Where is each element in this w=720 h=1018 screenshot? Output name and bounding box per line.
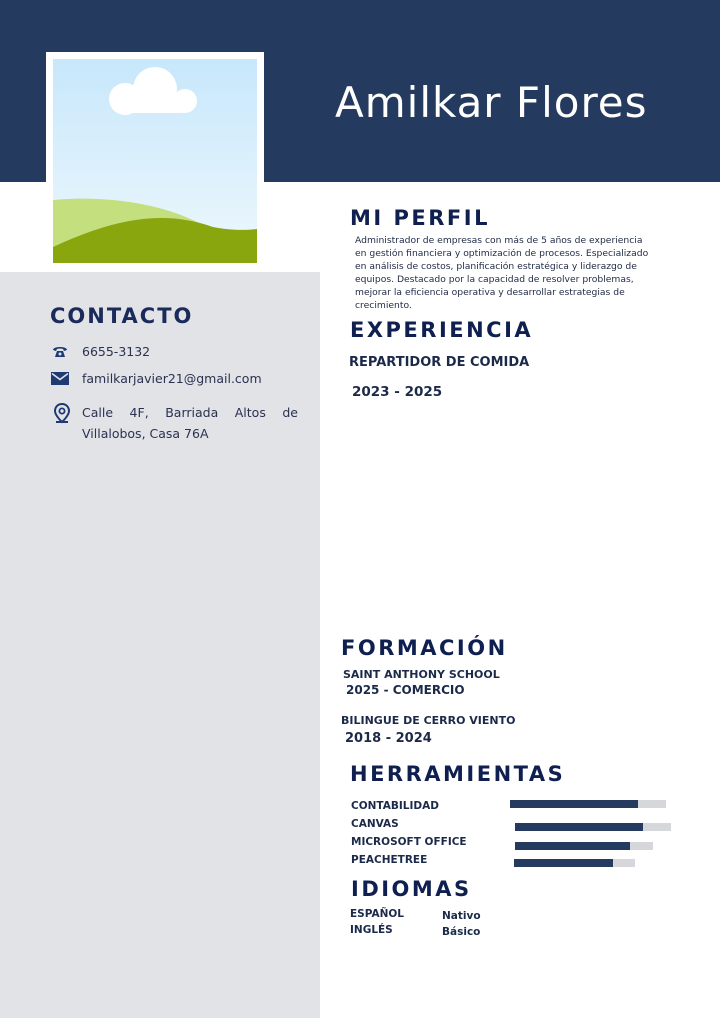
phone-text: 6655-3132 <box>82 344 151 359</box>
landscape-placeholder-icon <box>53 59 257 263</box>
education-detail: 2025 - COMERCIO <box>346 683 465 697</box>
candidate-name: Amilkar Flores <box>335 78 648 127</box>
email-text: familkarjavier21@gmail.com <box>82 371 262 386</box>
skill-bar-track <box>510 800 666 808</box>
skill-bar-fill <box>515 842 630 850</box>
skill-bar-fill <box>515 823 643 831</box>
language-level: Nativo <box>442 910 481 922</box>
location-pin-icon <box>52 403 72 423</box>
tools-heading: HERRAMIENTAS <box>350 762 566 786</box>
contact-heading: CONTACTO <box>50 304 194 328</box>
experience-title: REPARTIDOR DE COMIDA <box>349 355 530 370</box>
skill-name: MICROSOFT OFFICE <box>351 836 467 848</box>
profile-photo <box>46 52 264 270</box>
education-heading: FORMACIÓN <box>341 636 508 660</box>
phone-icon <box>50 342 70 362</box>
language-name: ESPAÑOL <box>350 908 404 920</box>
skill-name: CANVAS <box>351 818 399 830</box>
skill-bar-fill <box>510 800 638 808</box>
language-level: Básico <box>442 926 481 938</box>
skill-bar-track <box>515 823 671 831</box>
address-text: Calle 4F, Barriada Altos de Villalobos, Casa 76A <box>82 405 298 441</box>
experience-years: 2023 - 2025 <box>352 384 443 400</box>
skill-bar-track <box>514 859 635 867</box>
education-school: BILINGUE DE CERRO VIENTO <box>341 714 516 727</box>
envelope-icon <box>50 369 70 389</box>
education-school: SAINT ANTHONY SCHOOL <box>343 668 500 681</box>
languages-heading: IDIOMAS <box>351 877 472 901</box>
experience-heading: EXPERIENCIA <box>350 318 534 342</box>
skill-bar-fill <box>514 859 613 867</box>
profile-text: Administrador de empresas con más de 5 años de experiencia en gestión financiera y optimización de procesos. Especializado en análisis de costos, planificación estratégica y liderazgo de equipos. Destacado por la capacidad de resolver problemas, mejorar la eficiencia operativa y desarrollar estrategias de crecimiento. <box>355 235 649 311</box>
profile-heading: MI PERFIL <box>350 206 490 230</box>
skill-name: PEACHETREE <box>351 854 428 866</box>
skill-bar-track <box>515 842 653 850</box>
education-detail: 2018 - 2024 <box>345 731 432 746</box>
language-name: INGLÉS <box>350 924 393 936</box>
skill-name: CONTABILIDAD <box>351 800 439 812</box>
